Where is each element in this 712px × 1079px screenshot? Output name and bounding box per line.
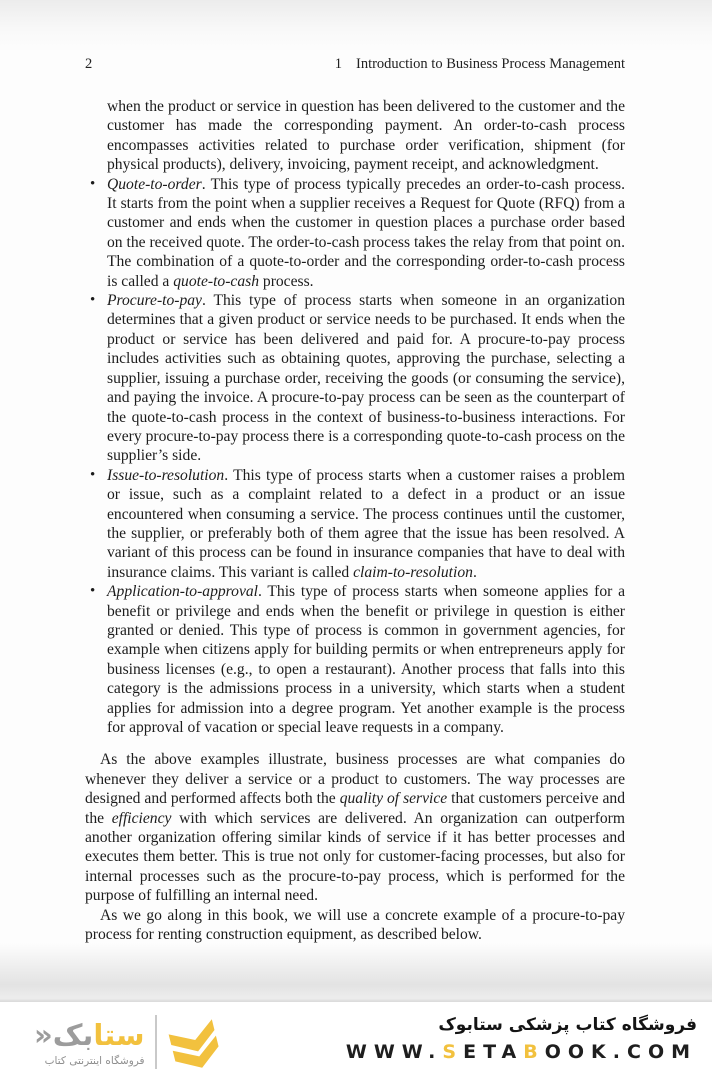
bullet-item-issue-to-resolution: [85, 466, 625, 582]
bullet-item-procure-to-pay: [85, 291, 625, 466]
paragraph-order-to-cash-continuation: when the product or service in question has been delivered to the customer and the customer has made the corresponding payment. An order-to-cash process encompasses activities related to purchase order verification, shipment (for physical products), delivery, invoicing, payment receipt, and acknowledgment.: [107, 98, 625, 174]
page-body: [85, 97, 625, 944]
setabook-url[interactable]: WWW.SETABOOK.COM: [345, 1041, 697, 1063]
bullet-marker: •: [90, 466, 96, 483]
chapter-number: 1: [334, 56, 342, 72]
setabook-chevron-icon: [167, 1013, 221, 1071]
setabook-logo[interactable]: [34, 1011, 221, 1073]
bullet-text: Application-to-approval. This type of process starts when someone applies for a benefit or privilege and ends when the benefit or privilege in question is either granted or denied. This type of process is common in government agencies, for example when citizens apply for building permits or when entrepreneurs apply for business licenses (e.g., to open a restaurant). Another process that falls into this category is the admissions process in a university, which starts when a student applies for admission into a degree program. Yet another example is the process for approval of vacation or special leave requests in a company.: [107, 583, 625, 736]
bullet-marker: •: [90, 583, 96, 600]
setabook-footer-banner: [0, 1001, 712, 1079]
bullet-item-quote-to-order: [85, 175, 625, 291]
footer-store-info: [346, 1013, 697, 1063]
bullet-item-application-to-approval: [85, 582, 625, 737]
bullet-marker: •: [90, 292, 96, 309]
chapter-title: Introduction to Business Process Management: [355, 56, 625, 72]
process-type-bullet-list: [85, 175, 625, 738]
bullet-text: Procure-to-pay. This type of process starts when someone in an organization determines that a given product or service needs to be purchased. It ends when the product or service has been delivered and paid for. A procure-to-pay process includes activities such as obtaining quotes, approving the purchase, selecting a supplier, issuing a purchase order, receiving the goods (or consuming the service), and paying the invoice. A procure-to-pay process can be seen as the counterpart of the quote-to-cash process in the context of business-to-business interactions. For every procure-to-pay process there is a corresponding quote-to-cash process on the supplier’s side.: [107, 292, 625, 465]
bullet-text: Issue-to-resolution. This type of process starts when a customer raises a problem or issue, such as a complaint related to a defect in a product or an issue encountered when consuming a service. The process continues until the customer, the supplier, or preferably both of them agree that the issue has been resolved. A variant of this process can be found in insurance companies that have to deal with insurance claims. This variant is called claim-to-resolution.: [107, 466, 625, 581]
setabook-wordmark-block: [34, 1018, 145, 1067]
paragraph-book-example-intro: As we go along in this book, we will use a concrete example of a procure-to-pay process for renting construction equipment, as described below.: [85, 906, 625, 944]
setabook-wordmark: ستابک«: [34, 1017, 145, 1052]
store-title-farsi: فروشگاه کتاب پزشکی ستابوک: [438, 1015, 697, 1035]
running-header: [335, 56, 625, 73]
logo-tagline: فروشگاه اینترنتی کتاب: [44, 1054, 145, 1067]
bullet-text: Quote-to-order. This type of process typically precedes an order-to-cash process. It starts from the point when a supplier receives a Request for Quote (RFQ) from a customer and ends when the customer in question places a purchase order based on the received quote. The order-to-cash process takes the relay from that point on. The combination of a quote-to-order and the corresponding order-to-cash process is called a quote-to-cash process.: [107, 175, 625, 290]
page-number: 2: [85, 56, 93, 72]
paragraph-business-processes-summary: As the above examples illustrate, business processes are what companies do whenever they deliver a service or a product to customers. The way processes are designed and performed affects both the quality of service that customers perceive and the efficiency with which services are delivered. An organization can outperform another organization offering similar kinds of service if it has better processes and executes them better. This is true not only for customer-facing processes, but also for internal processes such as the procure-to-pay process, which is performed for the purpose of fulfilling an internal need.: [85, 751, 626, 905]
bullet-marker: •: [90, 175, 96, 192]
logo-divider: [155, 1015, 157, 1069]
page-header: [85, 56, 625, 73]
